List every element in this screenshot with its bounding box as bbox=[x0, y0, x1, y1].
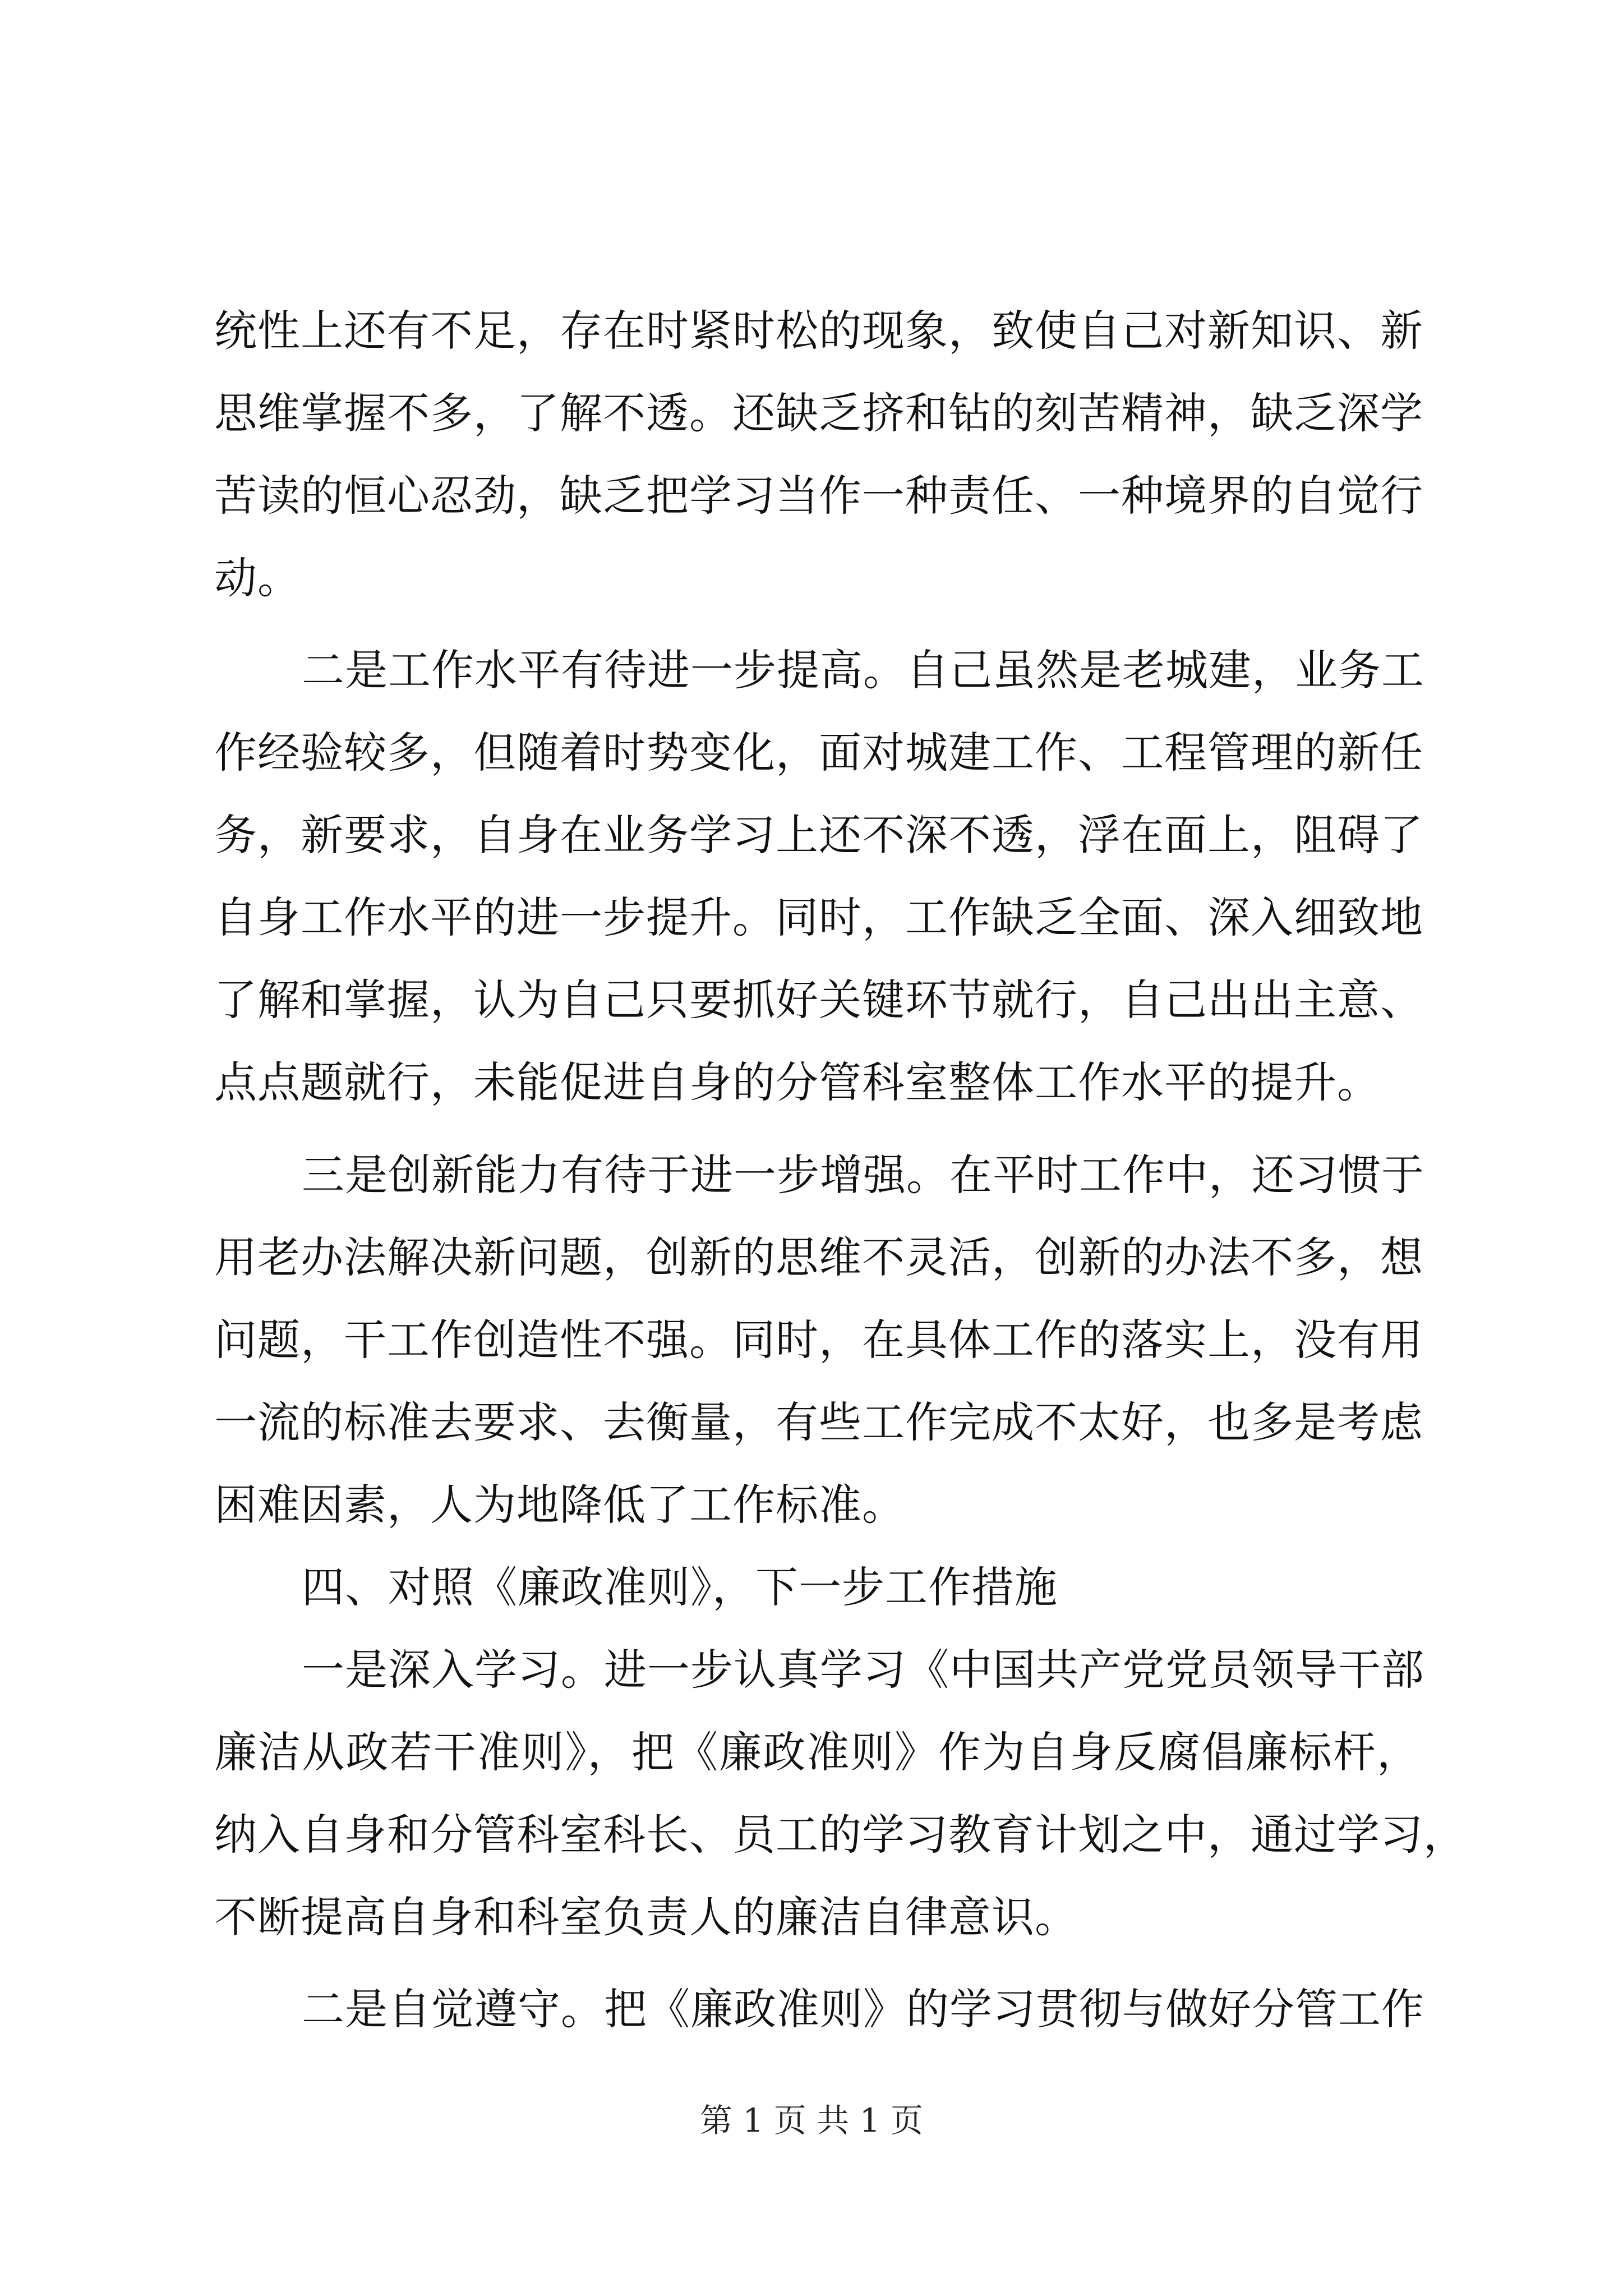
text-line: 不断提高自身和科室负责人的廉洁自律意识。 bbox=[214, 1892, 1078, 1942]
text-line: 点点题就行，未能促进自身的分管科室整体工作水平的提升。 bbox=[214, 1057, 1380, 1107]
text-line: 务，新要求，自身在业务学习上还不深不透，浮在面上，阻碍了 bbox=[214, 810, 1423, 860]
text-line: 廉洁从政若干准则》，把《廉政准则》作为自身反腐倡廉标杆， bbox=[214, 1727, 1420, 1777]
text-line: 一流的标准去要求、去衡量，有些工作完成不太好，也多是考虑 bbox=[214, 1397, 1423, 1447]
paragraph-start-line: 三是创新能力有待于进一步增强。在平时工作中，还习惯于 bbox=[302, 1150, 1424, 1200]
text-line: 统性上还有不足，存在时紧时松的现象，致使自己对新知识、新 bbox=[214, 306, 1423, 356]
text-line: 自身工作水平的进一步提升。同时，工作缺乏全面、深入细致地 bbox=[214, 892, 1423, 942]
page-number-footer: 第 1 页 共 1 页 bbox=[700, 2101, 923, 2139]
text-line: 作经验较多，但随着时势变化，面对城建工作、工程管理的新任 bbox=[214, 728, 1423, 777]
text-line: 困难因素，人为地降低了工作标准。 bbox=[214, 1480, 905, 1530]
text-line: 苦读的恒心忍劲，缺乏把学习当作一种责任、一种境界的自觉行 bbox=[214, 471, 1423, 521]
text-line: 了解和掌握，认为自己只要抓好关键环节就行，自己出出主意、 bbox=[214, 975, 1423, 1025]
text-line: 用老办法解决新问题，创新的思维不灵活，创新的办法不多，想 bbox=[214, 1232, 1423, 1282]
text-line: 纳入自身和分管科室科长、员工的学习教育计划之中，通过学习， bbox=[214, 1810, 1467, 1860]
text-line: 动。 bbox=[214, 553, 301, 603]
paragraph-start-line: 二是自觉遵守。把《廉政准则》的学习贯彻与做好分管工作 bbox=[302, 1984, 1424, 2034]
section-heading: 四、对照《廉政准则》，下一步工作措施 bbox=[302, 1562, 1058, 1612]
paragraph-start-line: 二是工作水平有待进一步提高。自己虽然是老城建，业务工 bbox=[302, 645, 1424, 695]
paragraph-start-line: 一是深入学习。进一步认真学习《中国共产党党员领导干部 bbox=[302, 1645, 1424, 1695]
text-line: 问题，干工作创造性不强。同时，在具体工作的落实上，没有用 bbox=[214, 1315, 1423, 1365]
text-line: 思维掌握不多，了解不透。还缺乏挤和钻的刻苦精神，缺乏深学 bbox=[214, 388, 1423, 438]
